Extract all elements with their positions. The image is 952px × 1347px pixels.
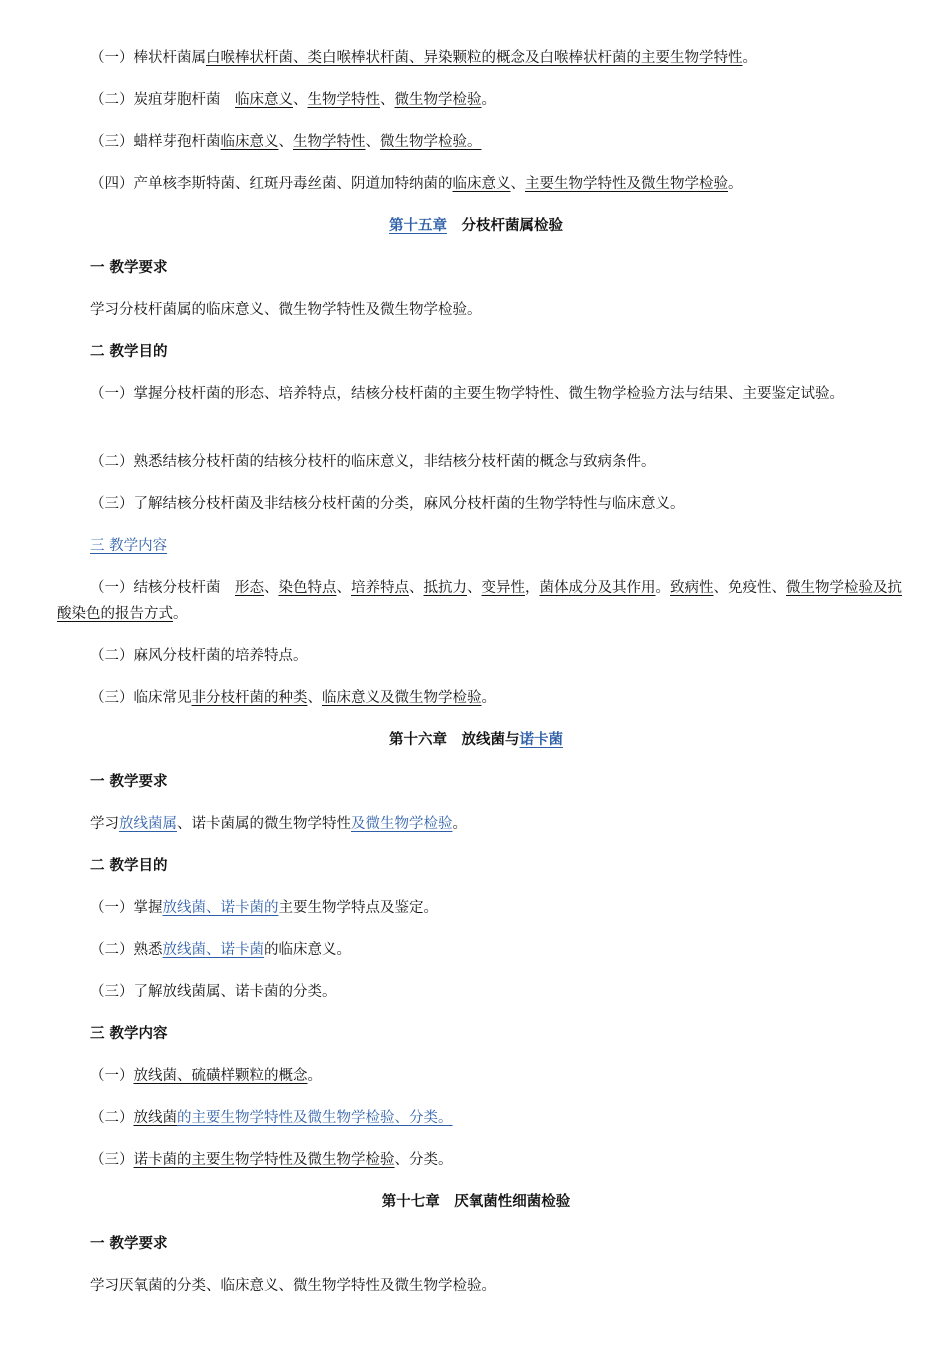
term-underlined: 非分枝杆菌的种类 [191,690,308,706]
term-underlined: 培养特点 [351,580,409,596]
ch15-content-1: （一）结核分枝杆菌 形态、染色特点、培养特点、抵抗力、变异性，菌体成分及其作用。致病性、免疫性、微生物学检验及抗酸染色的报告方式。 [57,580,902,622]
chapter-17-title: 第十七章 厌氧菌性细菌检验 [381,1193,571,1210]
term-underlined: 抵抗力 [423,580,467,596]
term-underlined: 形态 [235,580,264,596]
ch16-aim-2: （二）熟悉放线菌、诺卡菌的临床意义。 [90,942,351,958]
link-micro-exam[interactable]: 及微生物学检验 [351,816,453,832]
ch15-aims-heading: 二 教学目的 [90,343,168,360]
term-underlined: 生物学特性 [293,134,366,150]
ch15-aim-3: （三）了解结核分枝杆菌及非结核分枝杆菌的分类，麻风分枝杆菌的生物学特性与临床意义。 [90,496,685,512]
ch16-content-heading: 三 教学内容 [90,1025,168,1042]
term-underlined: 致病性 [670,580,714,596]
term-underlined: 临床意义及微生物学检验 [322,690,482,706]
term-underlined: 白喉棒状杆菌、类白喉棒状杆菌、异染颗粒的概念及白喉棒状杆菌的主要生物学特性 [206,50,743,66]
term-underlined: 微生物学检验。 [380,134,482,150]
chapter-16-title: 第十六章 放线菌与诺卡菌 [389,731,563,748]
ch16-content-3: （三）诺卡菌的主要生物学特性及微生物学检验、分类。 [90,1152,453,1168]
term-underlined: 染色特点 [278,580,337,596]
term-underlined: 菌体成分及其作用 [539,580,656,596]
link-bio-traits[interactable]: 的主要生物学特性及微生物学检验、分类。 [177,1110,453,1126]
link-actinomyces[interactable]: 放线菌属 [119,816,177,832]
term-underlined: 诺卡菌的主要生物学特性及微生物学检验 [133,1152,395,1168]
term-underlined: 放线菌 [133,1110,177,1126]
ch15-aim-2: （二）熟悉结核分枝杆菌的结核分枝杆的临床意义，非结核分枝杆菌的概念与致病条件。 [90,454,656,470]
ch16-aim-3: （三）了解放线菌属、诺卡菌的分类。 [90,984,337,1000]
ch16-content-1: （一）放线菌、硫磺样颗粒的概念。 [90,1068,322,1084]
term-underlined: 变异性 [481,580,525,596]
ch15-content-heading[interactable]: 三 教学内容 [90,538,168,554]
term-underlined: 临床意义 [220,134,279,150]
s14-item-3: （三）蜡样芽孢杆菌临床意义、生物学特性、微生物学检验。 [90,134,482,150]
s14-item-2: （二）炭疽芽胞杆菌 临床意义、生物学特性、微生物学检验。 [90,92,496,108]
chapter-15-link[interactable]: 第十五章 [389,217,447,234]
chapter-16-link[interactable]: 诺卡菌 [519,731,563,748]
link-actino-nocardia[interactable]: 放线菌、诺卡菌 [162,942,264,958]
chapter-15-title: 第十五章 分枝杆菌属检验 [389,217,563,234]
s14-item-1: （一）棒状杆菌属白喉棒状杆菌、类白喉棒状杆菌、异染颗粒的概念及白喉棒状杆菌的主要生物学特性。 [90,50,757,66]
ch15-aim-1: （一）掌握分枝杆菌的形态、培养特点，结核分枝杆菌的主要生物学特性、微生物学检验方法与结果、主要鉴定试验。 [90,386,844,402]
ch15-content-3: （三）临床常见非分枝杆菌的种类、临床意义及微生物学检验。 [90,690,496,706]
link-actino-nocardia[interactable]: 放线菌、诺卡菌的 [162,900,279,916]
term-underlined: 临床意义 [452,176,511,192]
ch16-requirements-text: 学习放线菌属、诺卡菌属的微生物学特性及微生物学检验。 [90,816,467,832]
ch16-content-2: （二）放线菌的主要生物学特性及微生物学检验、分类。 [90,1110,453,1126]
term-underlined: 微生物学检验及抗酸染色的报告方式 [57,580,902,622]
term-underlined: 微生物学检验 [394,92,482,108]
ch17-requirements-text: 学习厌氧菌的分类、临床意义、微生物学特性及微生物学检验。 [90,1278,496,1294]
ch16-aims-heading: 二 教学目的 [90,857,168,874]
term-underlined: 放线菌、硫磺样颗粒的概念 [133,1068,308,1084]
s14-item-4: （四）产单核李斯特菌、红斑丹毒丝菌、阴道加特纳菌的临床意义、主要生物学特性及微生物学检验。 [90,176,743,192]
term-underlined: 主要生物学特性及微生物学检验 [525,176,728,192]
ch16-aim-1: （一）掌握放线菌、诺卡菌的主要生物学特点及鉴定。 [90,900,438,916]
term-underlined: 生物学特性 [307,92,380,108]
term-underlined: 临床意义 [235,92,293,108]
ch15-content-2: （二）麻风分枝杆菌的培养特点。 [90,648,308,664]
ch15-requirements-text: 学习分枝杆菌属的临床意义、微生物学特性及微生物学检验。 [90,302,482,318]
ch16-requirements-heading: 一 教学要求 [90,773,168,790]
ch15-requirements-heading: 一 教学要求 [90,259,168,276]
ch17-requirements-heading: 一 教学要求 [90,1235,168,1252]
